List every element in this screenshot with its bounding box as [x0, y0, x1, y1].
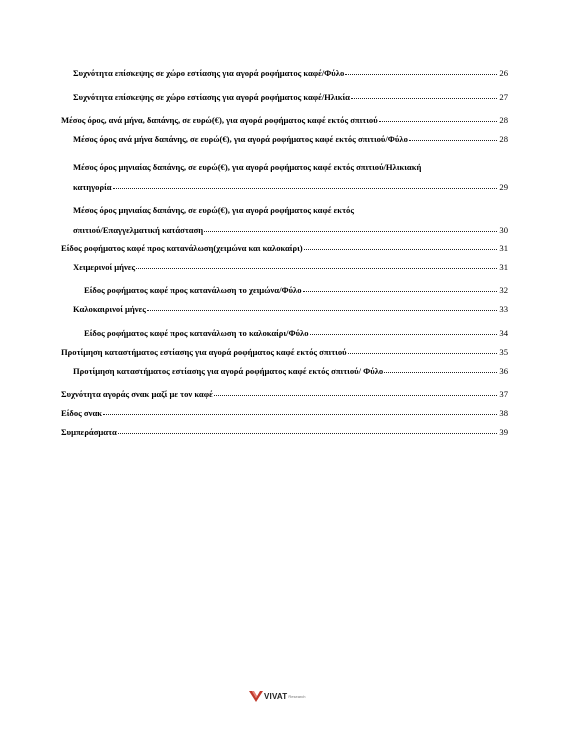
dot-leader [310, 328, 498, 335]
dot-leader [348, 347, 498, 354]
toc-entry-title: Χειμερινοί μήνες [73, 262, 136, 272]
toc-entry-title: Μέσος όρος ανά μήνα δαπάνης, σε ευρώ(€), για αγορά ροφήματος καφέ εκτός σπιτιού/Φύλο [73, 134, 408, 144]
toc-entry-title: Μέσος όρος μηνιαίας δαπάνης, σε ευρώ(€), για αγορά ροφήματος καφέ εκτός [73, 205, 354, 215]
toc-entry[interactable] [61, 115, 508, 126]
toc-entry-title: Μέσος όρος μηνιαίας δαπάνης, σε ευρώ(€), για αγορά ροφήματος καφέ εκτός σπιτιού/Ηλικιακή [73, 162, 422, 172]
logo-text: VIVAT [264, 691, 288, 701]
dot-leader [118, 427, 498, 434]
toc-page-number: 36 [499, 366, 508, 376]
dot-leader [204, 225, 497, 232]
toc-entry-title: Είδος ροφήματος καφέ προς κατανάλωση το χειμώνα/Φύλο [84, 285, 302, 295]
toc-entry-title: Είδος ροφήματος καφέ προς κατανάλωση(χειμώνα και καλοκαίρι) [61, 243, 303, 253]
toc-page-number: 29 [499, 182, 508, 192]
toc-entry[interactable] [73, 304, 508, 315]
toc-entry[interactable] [73, 200, 508, 240]
dot-leader [384, 366, 497, 373]
dot-leader [379, 115, 498, 122]
dot-leader [214, 389, 498, 396]
toc-page-number: 38 [499, 408, 508, 418]
toc-entry[interactable] [61, 243, 508, 254]
toc-entry-title-continued: κατηγορία [73, 182, 112, 192]
toc-page-number: 33 [499, 304, 508, 314]
dot-leader [147, 304, 497, 311]
toc-entry[interactable] [73, 134, 508, 145]
dot-leader [136, 262, 497, 269]
toc-entry-title: Καλοκαιρινοί μήνες [73, 304, 146, 314]
dot-leader [351, 92, 497, 99]
toc-entry-title: Είδος σνακ [61, 408, 103, 418]
toc-page-number: 32 [499, 285, 508, 295]
toc-entry[interactable] [73, 157, 508, 197]
toc-page-number: 31 [499, 262, 508, 272]
footer-logo [248, 688, 320, 704]
toc-page-number: 39 [499, 427, 508, 437]
logo-subtext: Research [288, 693, 306, 699]
dot-leader [345, 68, 497, 75]
toc-page-number: 27 [499, 92, 508, 102]
toc-entry[interactable] [73, 366, 508, 377]
toc-entry[interactable] [61, 347, 508, 358]
toc-entry-title: Συμπεράσματα [61, 427, 117, 437]
toc-entry[interactable] [61, 389, 508, 400]
toc-page-number: 37 [499, 389, 508, 399]
toc-page-number: 28 [499, 115, 508, 125]
toc-entry-title: Προτίμηση καταστήματος εστίασης για αγορά ροφήματος καφέ εκτός σπιτιού/ Φύλο [73, 366, 384, 376]
toc-entry[interactable] [61, 427, 508, 438]
toc-page-number: 28 [499, 134, 508, 144]
toc-page-number: 26 [499, 68, 508, 78]
toc-page-number: 35 [499, 347, 508, 357]
toc-entry-title: Προτίμηση καταστήματος εστίασης για αγορά ροφήματος καφέ εκτός σπιτιού [61, 347, 347, 357]
toc-page-number: 31 [499, 243, 508, 253]
toc-entry[interactable] [84, 285, 508, 296]
dot-leader [409, 134, 498, 141]
toc-page-number: 30 [499, 225, 508, 235]
toc-entry-title: Μέσος όρος, ανά μήνα, δαπάνης, σε ευρώ(€), για αγορά ροφήματος καφέ εκτός σπιτιού [61, 115, 378, 125]
dot-leader [303, 285, 498, 292]
toc-entry-title: Είδος ροφήματος καφέ προς κατανάλωση το καλοκαίρι/Φύλο [84, 328, 309, 338]
toc-entry[interactable] [84, 328, 508, 339]
toc-entry[interactable] [73, 68, 508, 79]
toc-entry-title: Συχνότητα αγοράς σνακ μαζί με τον καφέ [61, 389, 213, 399]
toc-entry[interactable] [73, 262, 508, 273]
toc-entry-title: Συχνότητα επίσκεψης σε χώρο εστίασης για αγορά ροφήματος καφέ/Φύλο [73, 68, 345, 78]
toc-entry-title-continued: σπιτιού/Επαγγελματική κατάσταση [73, 225, 204, 235]
toc-page-number: 34 [499, 328, 508, 338]
vivat-logo-icon [248, 688, 264, 704]
dot-leader [103, 408, 497, 415]
toc-entry-title: Συχνότητα επίσκεψης σε χώρο εστίασης για αγορά ροφήματος καφέ/Ηλικία [73, 92, 350, 102]
dot-leader [304, 243, 498, 250]
toc-entry[interactable] [73, 92, 508, 103]
toc-entry[interactable] [61, 408, 508, 419]
dot-leader [113, 182, 498, 189]
